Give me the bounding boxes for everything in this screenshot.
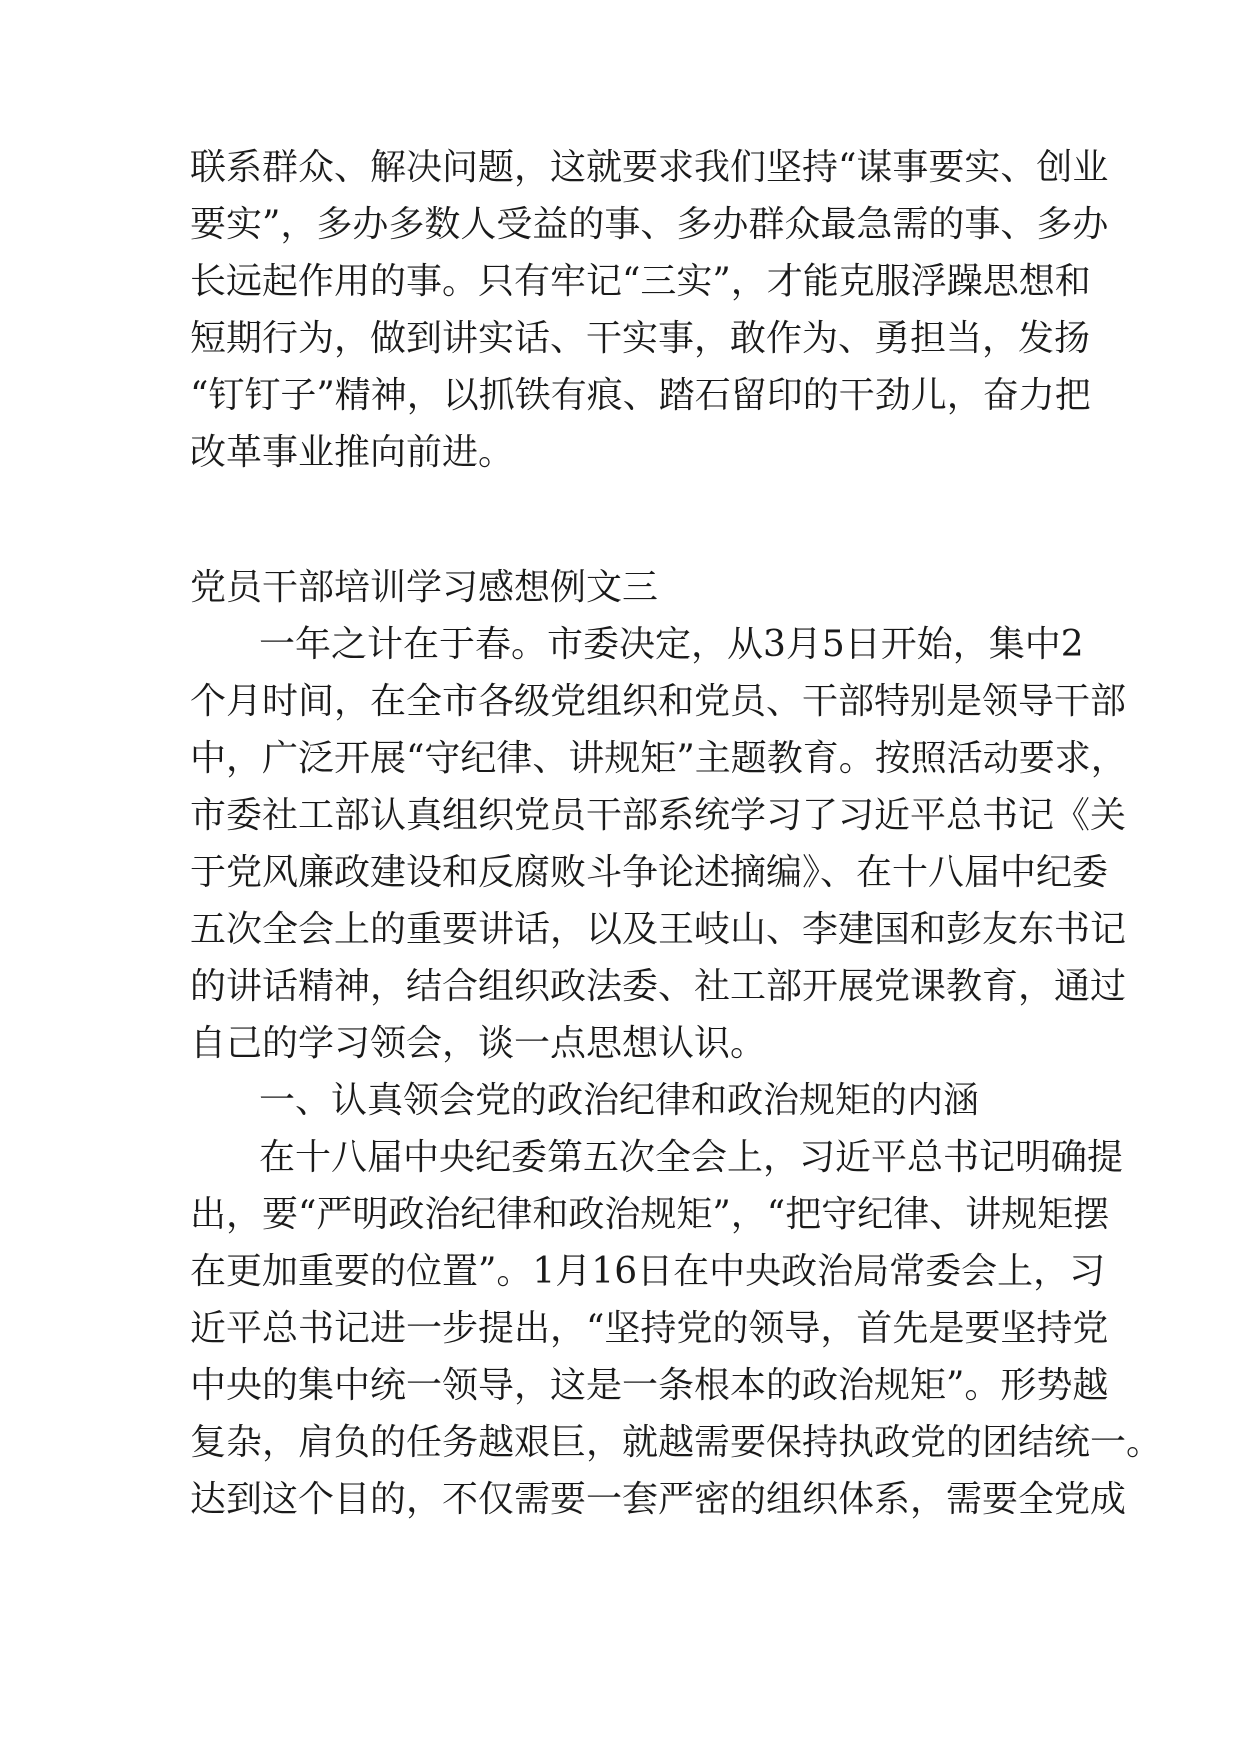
paragraph-line: 个月时间，在全市各级党组织和党员、干部特别是领导干部 [190, 681, 1127, 722]
section-title: 党员干部培训学习感想例文三 [190, 567, 659, 608]
paragraph-line: 在十八届中央纪委第五次全会上，习近平总书记明确提 [259, 1137, 1124, 1178]
paragraph-line: 达到这个目的，不仅需要一套严密的组织体系，需要全党成 [190, 1479, 1127, 1520]
paragraph-line: 自己的学习领会，谈一点思想认识。 [190, 1023, 767, 1064]
paragraph-line: 市委社工部认真组织党员干部系统学习了习近平总书记《关 [190, 795, 1127, 836]
paragraph-line: 中央的集中统一领导，这是一条根本的政治规矩”。形势越 [190, 1365, 1109, 1406]
paragraph-line: 复杂，肩负的任务越艰巨，就越需要保持执政党的团结统一。 [190, 1422, 1163, 1463]
paragraph-line: 改革事业推向前进。 [190, 432, 515, 473]
paragraph-line: 长远起作用的事。只有牢记“三实”，才能克服浮躁思想和 [190, 261, 1091, 302]
paragraph-line: 五次全会上的重要讲话，以及王岐山、李建国和彭友东书记 [190, 909, 1127, 950]
paragraph-line: 短期行为，做到讲实话、干实事，敢作为、勇担当，发扬 [190, 318, 1091, 359]
subheading: 一、认真领会党的政治纪律和政治规矩的内涵 [259, 1080, 980, 1121]
paragraph-line: 近平总书记进一步提出，“坚持党的领导，首先是要坚持党 [190, 1308, 1109, 1349]
paragraph-line: 在更加重要的位置”。1月16日在中央政治局常委会上，习 [190, 1251, 1106, 1292]
paragraph-line: 一年之计在于春。市委决定，从3月5日开始，集中2 [259, 624, 1084, 665]
paragraph-line: “钉钉子”精神，以抓铁有痕、踏石留印的干劲儿，奋力把 [190, 375, 1091, 416]
paragraph-line: 出，要“严明政治纪律和政治规矩”，“把守纪律、讲规矩摆 [190, 1194, 1110, 1235]
paragraph-line: 联系群众、解决问题，这就要求我们坚持“谋事要实、创业 [190, 147, 1109, 188]
paragraph-line: 的讲话精神，结合组织政法委、社工部开展党课教育，通过 [190, 966, 1127, 1007]
paragraph-line: 要实”，多办多数人受益的事、多办群众最急需的事、多办 [190, 204, 1109, 245]
paragraph-line: 于党风廉政建设和反腐败斗争论述摘编》、在十八届中纪委 [190, 852, 1109, 893]
paragraph-line: 中，广泛开展“守纪律、讲规矩”主题教育。按照活动要求， [190, 738, 1127, 779]
